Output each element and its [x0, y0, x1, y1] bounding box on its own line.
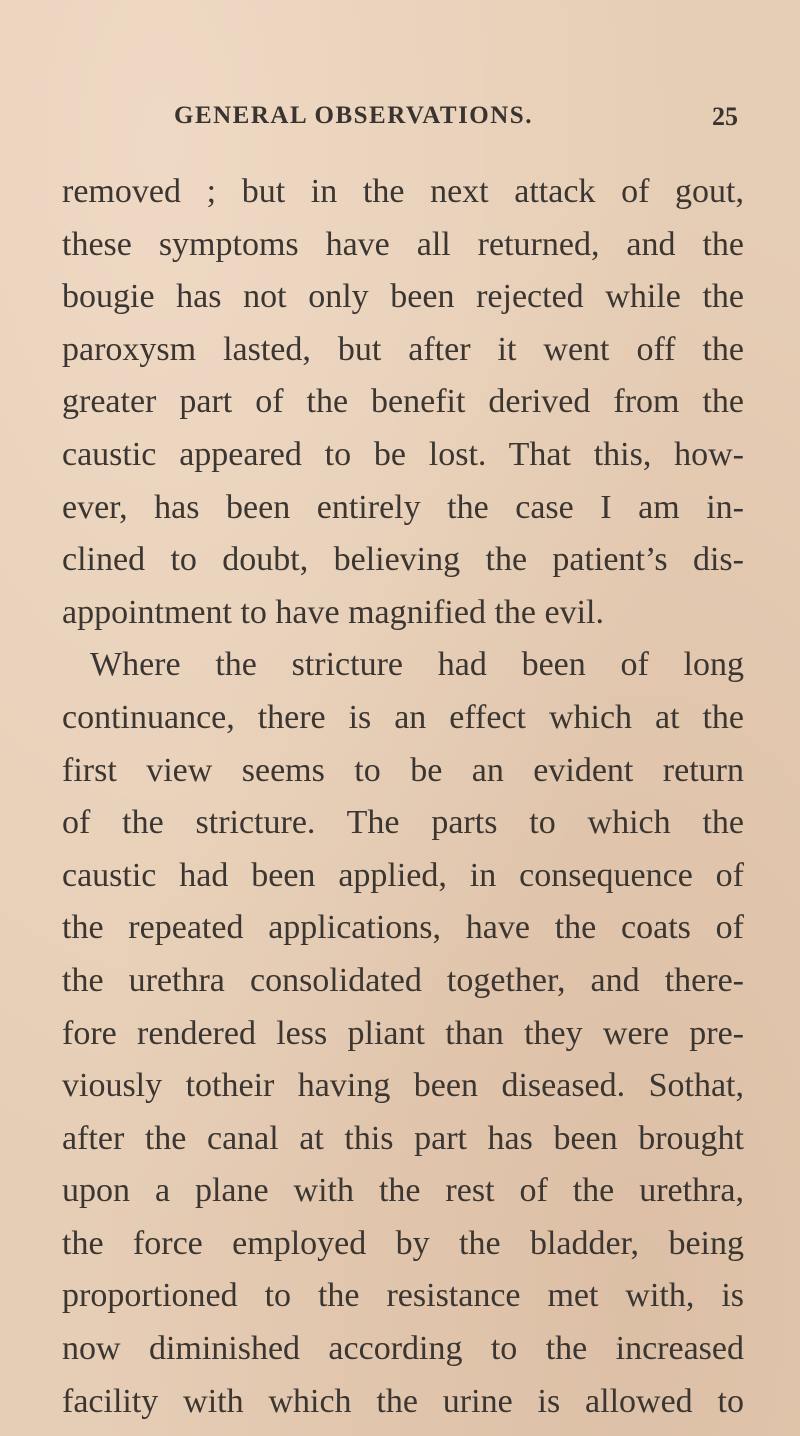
text-line: greater part of the benefit derived from the: [62, 383, 744, 421]
text-line: appointment to have magnified the evil.: [62, 593, 604, 631]
text-line: first view seems to be an evident return: [62, 751, 744, 789]
text-line: these symptoms have all returned, and the: [62, 225, 744, 263]
text-line: the urethra consolidated together, and there-: [62, 961, 744, 999]
text-line: now diminished according to the increased: [62, 1330, 744, 1368]
text-line: Where the stricture had been of long: [90, 646, 744, 684]
text-line: removed ; but in the next attack of gout,: [62, 173, 744, 210]
text-line: viously totheir having been diseased. Sothat,: [62, 1067, 744, 1105]
body-text: [62, 166, 744, 1428]
text-line: of the stricture. The parts to which the: [62, 804, 744, 842]
text-line: caustic appeared to be lost. That this, how-: [62, 435, 744, 473]
text-line: paroxysm lasted, but after it went off the: [62, 330, 744, 368]
text-line: caustic had been applied, in consequence of: [62, 856, 744, 894]
running-head: [0, 102, 800, 138]
text-line: the repeated applications, have the coats of: [62, 909, 744, 947]
text-line: the force employed by the bladder, being: [62, 1224, 744, 1262]
text-line: clined to doubt, believing the patient’s dis-: [62, 541, 744, 579]
page-number: 25: [712, 102, 738, 131]
running-title: GENERAL OBSERVATIONS.: [174, 102, 533, 129]
text-line: proportioned to the resistance met with, is: [62, 1277, 744, 1315]
text-line: upon a plane with the rest of the urethra,: [62, 1172, 744, 1210]
text-line: after the canal at this part has been brought: [62, 1119, 744, 1157]
text-line: facility with which the urine is allowed to: [62, 1382, 744, 1420]
text-line: continuance, there is an effect which at the: [62, 698, 744, 736]
text-line: fore rendered less pliant than they were pre-: [62, 1014, 744, 1052]
text-line: ever, has been entirely the case I am in-: [62, 488, 744, 526]
text-line: bougie has not only been rejected while the: [62, 278, 744, 316]
